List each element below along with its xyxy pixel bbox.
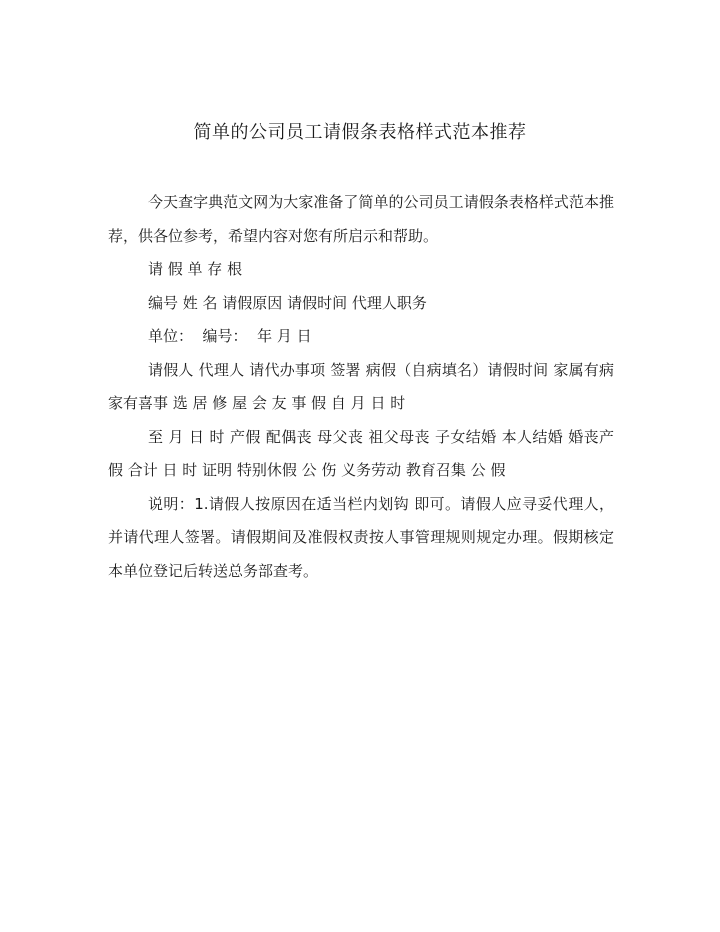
document-body <box>108 186 619 588</box>
fields-line-2: 单位： 编号： 年 月 日 <box>148 327 312 345</box>
fields-paragraph-1: 请假人 代理人 请代办事项 签署 病假（自病填名）请假时间 家属有病 家有喜事 选 居 修 屋 会 友 事 假 自 月 日 时 <box>108 360 619 412</box>
fields-line-1: 编号 姓 名 请假原因 请假时间 代理人职务 <box>148 293 427 312</box>
stub-heading: 请 假 单 存 根 <box>148 260 243 278</box>
document-title: 简单的公司员工请假条表格样式范本推荐 <box>193 122 527 143</box>
fields-paragraph-2: 至 月 日 时 产假 配偶丧 母父丧 祖父母丧 子女结婚 本人结婚 婚丧产假 合计 日 时 证明 特别休假 公 伤 义务劳动 教育召集 公 假 <box>108 427 614 479</box>
intro-paragraph: 今天查字典范文网为大家准备了简单的公司员工请假条表格样式范本推荐，供各位参考，希望内容对您有所启示和帮助。 <box>108 193 614 245</box>
notes-paragraph: 说明：1.请假人按原因在适当栏内划钩 即可。请假人应寻妥代理人，并请代理人签署。请假期间及准假权责按人事管理规则规定办理。假期核定本单位登记后转送总务部查考。 <box>108 494 614 580</box>
